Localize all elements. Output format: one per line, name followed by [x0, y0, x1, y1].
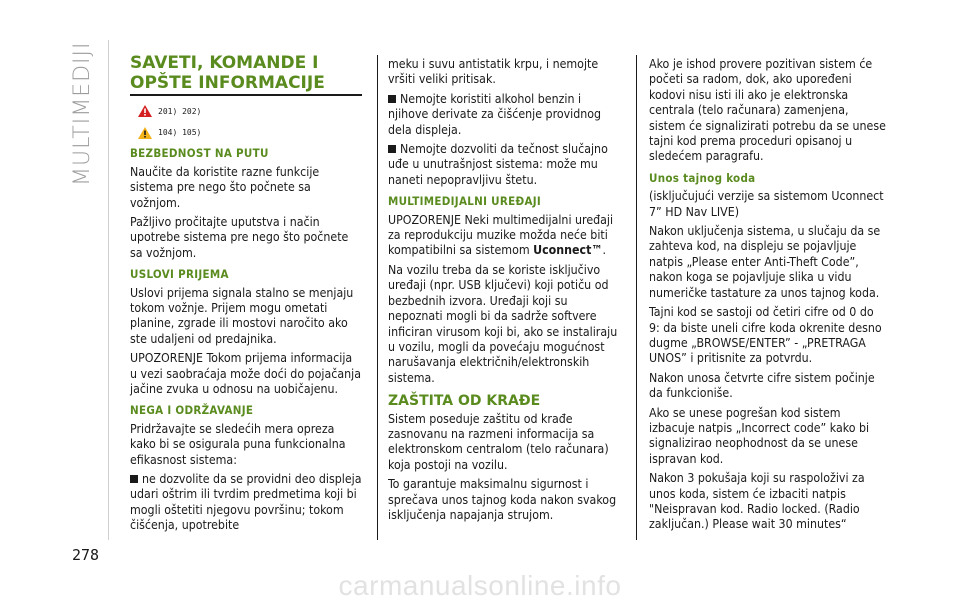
paragraph: meku i suvu antistatik krpu, i nemojte vršiti veliki pritisak.: [388, 57, 599, 87]
square-bullet-icon: [388, 95, 396, 103]
paragraph: Tajni kod se sastoji od četiri cifre od 0 do 9: da biste uneli cifre koda okrenite desno dugme „BROWSE/ENTER” - „PRETRAGA UNOS” i pritisnite za potvrdu.: [649, 305, 882, 366]
title-underline: [130, 94, 362, 96]
heading-road-safety: BEZBEDNOST NA PUTU: [130, 146, 269, 161]
caution-triangle-icon: [138, 127, 152, 139]
bullet-item: [388, 142, 622, 188]
heading-multimedia-devices: MULTIMEDIJALNI UREĐAJI: [388, 194, 542, 209]
page-number: 278: [72, 546, 100, 564]
warning-refs-danger: [138, 104, 362, 119]
square-bullet-icon: [388, 145, 396, 153]
paragraph: Pažljivo pročitajte uputstva i način upotrebe sistema pre nego što počnete sa vožnjom.: [130, 214, 349, 260]
watermark: carmanualsonline.info: [338, 570, 622, 601]
column-3: [649, 57, 887, 537]
paragraph: Nakon unosa četvrte cifre sistem počinje da funkcioniše.: [649, 370, 875, 401]
paragraph: Pridržavajte se sledećih mera opreza kako bi se osigurala puna funkcionalna efikasnost sistema:: [130, 421, 346, 467]
heading-anti-theft: ZAŠTITA OD KRAĐE: [388, 393, 541, 410]
paragraph: Uslovi prijema signala stalno se menjaju tokom vožnje. Prijem mogu ometati planine, zgrade ili mostovi naročito ako ste udaljeni od predajnika.: [130, 285, 354, 346]
caution-ref-numbers: 104) 105): [158, 127, 202, 137]
column-1: [130, 54, 362, 538]
heading-secret-code: Unos tajnog koda: [649, 170, 756, 185]
paragraph: To garantuje maksimalnu sigurnost i sprečava unos tajnog koda nakon svakog isključenja napajanja strujom.: [388, 477, 617, 522]
warning-ref-numbers: 201) 202): [158, 106, 202, 116]
bullet-text: ne dozvolite da se providni deo displeja udari oštrim ili tvrdim predmetima koji bi mogli oštetiti njegovu površinu; tokom čišćenja, upotrebite: [130, 472, 362, 533]
danger-triangle-icon: [138, 105, 152, 117]
section-title-line-1: SAVETI, KOMANDE I: [130, 53, 319, 73]
heading-care: NEGA I ODRŽAVANJE: [130, 403, 254, 418]
paragraph: Ako se unese pogrešan kod sistem izbacuje natpis „Incorrect code” kako bi signalizirao neophodnost da se unese ispravan kod.: [649, 405, 870, 466]
bullet-text: Nemojte dozvoliti da tečnost slučajno uđe u unutrašnjost sistema: može mu naneti nepopravljivu štetu.: [388, 142, 608, 187]
paragraph: Nakon uključenja sistema, u slučaju da se zahteva kod, na displeju se pojavljuje natpis „Please enter Anti-Theft Code”, nakon koga se pojavljuje slika u vidu numeričke tastature za unos tajnog koda.: [649, 224, 881, 300]
square-bullet-icon: [130, 475, 138, 483]
column-2: [388, 57, 622, 527]
warning-refs-caution: [138, 125, 362, 140]
bullet-item: [130, 472, 362, 534]
paragraph: [388, 213, 622, 259]
section-title-line-2: OPŠTE INFORMACIJE: [130, 73, 325, 93]
paragraph: UPOZORENJE Tokom prijema informacija u vezi saobraćaja može doći do pojačanja jačine zvuka u odnosu na uobičajenu.: [130, 351, 361, 396]
period: .: [602, 243, 606, 258]
bullet-item: [388, 92, 622, 138]
chapter-title: MULTIMEDIJI: [70, 41, 95, 186]
bullet-text: Nemojte koristiti alkohol benzin i njihove derivate za čišćenje providnog dela displeja.: [388, 91, 602, 137]
column-divider: [636, 55, 637, 540]
paragraph: Nakon 3 pokušaja koji su raspoloživi za unos koda, sistem će izbaciti natpis "Neispravan kod. Radio locked. (Radio zaključan.) Please wait 30 minutes“: [649, 471, 865, 532]
paragraph: Na vozilu treba da se koriste isključivo uređaji (npr. USB ključevi) koji potiču od bezbednih izvora. Uređaji koji su nepoznati mogli bi da sadrže softvere inficiran virusom koji bi, ako se instaliraju u vozilu, mogli da povećaju mogućnost narušavanja električnih/elektronskih sistema.: [388, 262, 618, 385]
chapter-divider: [108, 40, 109, 540]
heading-reception: USLOVI PRIJEMA: [130, 267, 229, 282]
brand-name: Uconnect™: [533, 243, 603, 258]
paragraph: (isključujući verzije sa sistemom Uconnect 7” HD Nav LIVE): [649, 189, 884, 219]
paragraph: Naučite da koristite razne funkcije sistema pre nego što počnete sa vožnjom.: [130, 164, 320, 210]
paragraph: Ako je ishod provere pozitivan sistem će početi sa radom, dok, ako upoređeni kodovi nisu isti ili ako je elektronska centrala (telo računara) zamenjena, sistem će signalizirati potrebu da se unese tajni kod prema proceduri opisanoj u sledećem paragrafu.: [649, 57, 886, 164]
paragraph: Sistem poseduje zaštitu od krađe zasnovanu na razmeni informacija sa elektronskom centralom (telo računara) koja postoji na vozilu.: [388, 411, 609, 472]
column-divider: [377, 55, 378, 540]
paragraph-text: UPOZORENJE Neki multimedijalni uređaji za reprodukciju muzike možda neće biti kompatibilni sa sistemom: [388, 212, 614, 258]
